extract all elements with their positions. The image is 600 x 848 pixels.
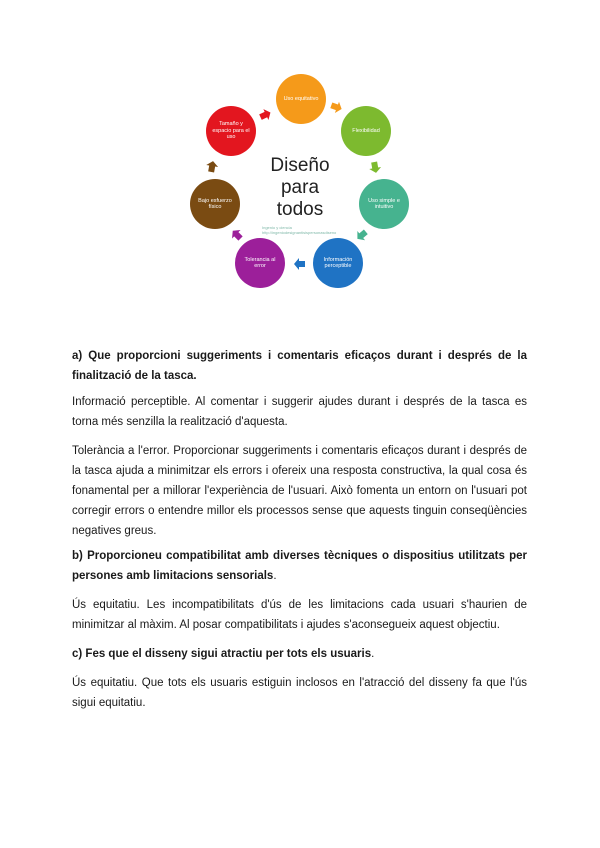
subtitle-line-2: http://ingeniodesignantisispersonasdiseno bbox=[262, 230, 337, 235]
arrow-icon bbox=[230, 228, 244, 242]
question-b-heading bbox=[72, 546, 527, 586]
title-line-3: todos bbox=[276, 199, 324, 220]
node-label: Uso simple e intuitivo bbox=[368, 197, 400, 210]
node-label: Bajo esfuerzo físico bbox=[198, 197, 232, 210]
question-b-text: b) Proporcioneu compatibilitat amb diverses tècniques o dispositius utilitzats per persones amb limitacions sensorials bbox=[72, 550, 527, 582]
question-c-period: . bbox=[371, 648, 375, 660]
node-uso-simple bbox=[359, 179, 409, 229]
node-label: Uso equitativo bbox=[283, 95, 319, 102]
question-b-period: . bbox=[273, 570, 277, 582]
title-line-1: Diseño bbox=[270, 155, 330, 176]
diagram-subtitle bbox=[262, 225, 358, 235]
title-line-2: para bbox=[280, 177, 320, 198]
answer-b-paragraph: Ús equitatiu. Les incompatibilitats d'ús de les limitacions cada usuari s'haurien de minimitzar al màxim. Al posar compatibilitats i ajudes s'aconsegueix aquest objectiu. bbox=[72, 599, 527, 631]
node-flexibilidad bbox=[341, 106, 391, 156]
node-tamano-espacio bbox=[206, 106, 256, 156]
node-label: Tamaño y espacio para el uso bbox=[212, 121, 250, 141]
question-a-heading: a) Que proporcioni suggeriments i comentaris eficaços durant i després de la finalització de la tasca. bbox=[72, 350, 527, 382]
arrow-icon bbox=[355, 228, 369, 242]
node-label: Flexibilidad bbox=[352, 127, 380, 134]
arrow-icon bbox=[368, 160, 382, 174]
arrow-icon bbox=[205, 160, 219, 174]
node-informacion-perceptible bbox=[313, 238, 363, 288]
node-label: Información perceptible bbox=[323, 256, 353, 269]
answer-c-paragraph: Ús equitatiu. Que tots els usuaris estiguin inclosos en l'atracció del disseny fa que l'ús sigui equitatiu. bbox=[72, 677, 527, 709]
node-uso-equitativo bbox=[276, 74, 326, 124]
question-c-text: c) Fes que el disseny sigui atractiu per tots els usuaris bbox=[72, 648, 372, 660]
design-for-all-diagram bbox=[0, 0, 600, 340]
arrow-icon bbox=[329, 100, 343, 114]
question-c-heading bbox=[72, 644, 527, 664]
arrow-icon bbox=[293, 257, 307, 271]
node-tolerancia-error bbox=[235, 238, 285, 288]
node-label: Tolerancia al error bbox=[244, 256, 276, 269]
diagram-title bbox=[255, 155, 345, 221]
answer-a-paragraph-2: Tolerància a l'error. Proporcionar suggeriments i comentaris eficaços durant i després de la tasca ajuda a minimitzar els errors i ofereix una resposta constructiva, la qual cosa és fonamental per a millorar l'experiència de l'usuari. Això fomenta un entorn on l'usuari pot corregir errors o entendre millor els processos sense que aquests tinguin conseqüències negatives greus. bbox=[72, 445, 527, 537]
node-bajo-esfuerzo bbox=[190, 179, 240, 229]
arrow-icon bbox=[258, 108, 272, 122]
subtitle-line-1: Ingenio y ciencia bbox=[262, 225, 292, 230]
answer-a-paragraph-1: Informació perceptible. Al comentar i suggerir ajudes durant i després de la tasca es torna més senzilla la realització d'aquesta. bbox=[72, 396, 527, 428]
